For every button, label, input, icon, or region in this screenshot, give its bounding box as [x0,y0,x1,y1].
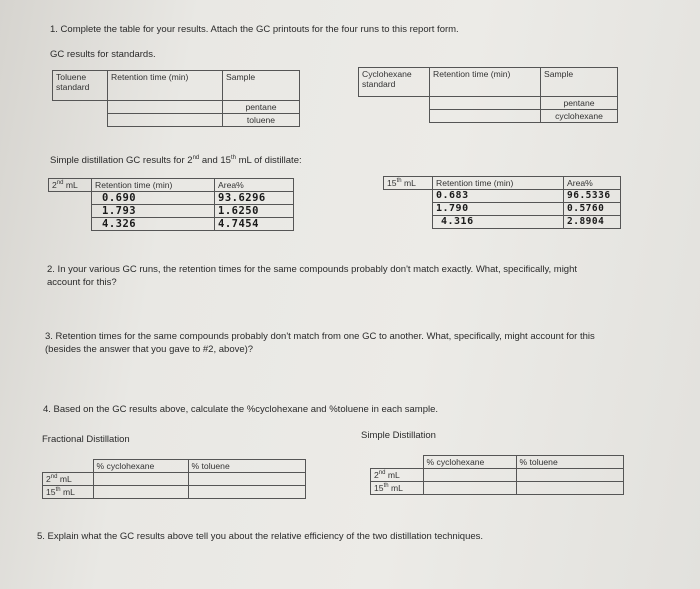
cyclohexane-standard-table [358,67,618,123]
simple-row1-unit: mL [385,470,400,480]
simple-label-pre: Simple distillation GC results for 2 [50,155,193,166]
cyclohexane-header-line2: standard [362,79,396,89]
fractional-row2-unit: mL [60,487,75,497]
cyclohexane-sample-cyclohexane: cyclohexane [541,110,618,123]
simple-distillation-heading: Simple Distillation [361,430,436,441]
fifteenth-ml-area-2[interactable]: 0.5760 [564,203,621,216]
second-ml-corner [49,179,92,192]
fractional-distillation-label: Fractional Distillation [42,434,130,445]
question-5-text: 5. Explain what the GC results above tell you about the relative efficiency of the two distillation techniques. [37,531,484,542]
cyclohexane-sample-pentane: pentane [541,97,618,110]
second-ml-area-2[interactable]: 1.6250 [215,205,294,218]
question-1-text: 1. Complete the table for your results. Attach the GC printouts for the four runs to this report form. [50,24,459,35]
second-ml-corner-num: 2 [52,180,57,190]
simple-row1-num: 2 [374,470,379,480]
fractional-toluene-header: % toluene [188,460,305,473]
fractional-row1-num: 2 [46,474,51,484]
fifteenth-ml-corner-unit: mL [401,178,416,188]
simple-toluene-header: % toluene [516,456,623,469]
simple-row-15th-ml [371,482,424,495]
fifteenth-ml-corner-sup: th [396,178,402,185]
simple-row1-sup: nd [378,470,386,477]
simple-label-sup-th: th [230,154,236,161]
cyclohexane-retention-cell-1[interactable] [430,97,541,110]
second-ml-area-1[interactable]: 93.6296 [215,192,294,205]
fractional-row2-sup: th [55,487,61,494]
simple-cyclohexane-2nd[interactable] [423,469,516,482]
question-3-text: 3. Retention times for the same compounds probably don't match from one GC to another. What, specifically, might account for this (besides the answer that you gave to #2, above)? [45,331,595,355]
cyclohexane-retention-cell-2[interactable] [430,110,541,123]
cyclohexane-retention-header: Retention time (min) [430,68,541,97]
second-ml-retention-3[interactable]: 4.326 [92,218,215,231]
simple-row2-unit: mL [388,483,403,493]
toluene-sample-header: Sample [223,71,300,101]
simple-toluene-2nd[interactable] [516,469,623,482]
fifteenth-ml-area-header: Area% [564,177,621,190]
simple-label-sup-nd: nd [192,154,200,161]
second-ml-corner-unit: mL [63,180,78,190]
fifteenth-ml-corner [384,177,433,190]
fractional-cyclohexane-2nd[interactable] [93,473,188,486]
toluene-retention-cell-1[interactable] [108,101,223,114]
simple-toluene-15th[interactable] [516,482,623,495]
simple-distillation-table [370,455,624,495]
gc-standards-label: GC results for standards. [50,49,156,60]
second-ml-area-header: Area% [215,179,294,192]
fifteenth-ml-retention-2[interactable]: 1.790 [433,203,564,216]
second-ml-retention-1[interactable]: 0.690 [92,192,215,205]
simple-row2-num: 15 [374,483,384,493]
fractional-row1-sup: nd [50,474,58,481]
question-2-text: 2. In your various GC runs, the retention times for the same compounds probably don't match exactly. What, specifically, might account for this? [47,264,578,288]
toluene-sample-toluene: toluene [223,114,300,127]
simple-cyclohexane-header: % cyclohexane [423,456,516,469]
fifteenth-ml-area-3[interactable]: 2.8904 [564,216,621,229]
simple-label-mid: and 15 [199,155,231,166]
fifteenth-ml-retention-1[interactable]: 0.683 [433,190,564,203]
cyclohexane-standard-header [359,68,430,97]
toluene-header-line1: Toluene [56,72,87,82]
fifteenth-ml-results-table [383,176,621,229]
toluene-sample-pentane: pentane [223,101,300,114]
toluene-standard-table [52,70,300,127]
toluene-header-line2: standard [56,82,90,92]
simple-label-post: mL of distillate: [235,155,302,166]
second-ml-corner-sup: nd [56,180,64,187]
toluene-standard-header [53,71,108,101]
second-ml-results-table [48,178,294,231]
simple-row2-sup: th [383,483,389,490]
toluene-retention-header: Retention time (min) [108,71,223,101]
fractional-row-15th-ml [43,486,94,499]
fractional-row2-num: 15 [46,487,56,497]
simple-cyclohexane-15th[interactable] [423,482,516,495]
cyclohexane-header-line1: Cyclohexane [362,69,412,79]
fractional-cyclohexane-15th[interactable] [93,486,188,499]
cyclohexane-sample-header: Sample [541,68,618,97]
fifteenth-ml-corner-num: 15 [387,178,397,188]
fifteenth-ml-retention-header: Retention time (min) [433,177,564,190]
simple-row-2nd-ml [371,469,424,482]
second-ml-retention-2[interactable]: 1.793 [92,205,215,218]
fractional-toluene-15th[interactable] [188,486,305,499]
toluene-retention-cell-2[interactable] [108,114,223,127]
fractional-toluene-2nd[interactable] [188,473,305,486]
second-ml-retention-header: Retention time (min) [92,179,215,192]
fifteenth-ml-area-1[interactable]: 96.5336 [564,190,621,203]
simple-distillation-label [50,154,302,167]
question-4-text: 4. Based on the GC results above, calculate the %cyclohexane and %toluene in each sample. [43,404,439,415]
fractional-cyclohexane-header: % cyclohexane [93,460,188,473]
fractional-distillation-table [42,459,306,499]
second-ml-area-3[interactable]: 4.7454 [215,218,294,231]
fifteenth-ml-retention-3[interactable]: 4.316 [433,216,564,229]
fractional-row1-unit: mL [57,474,72,484]
fractional-row-2nd-ml [43,473,94,486]
